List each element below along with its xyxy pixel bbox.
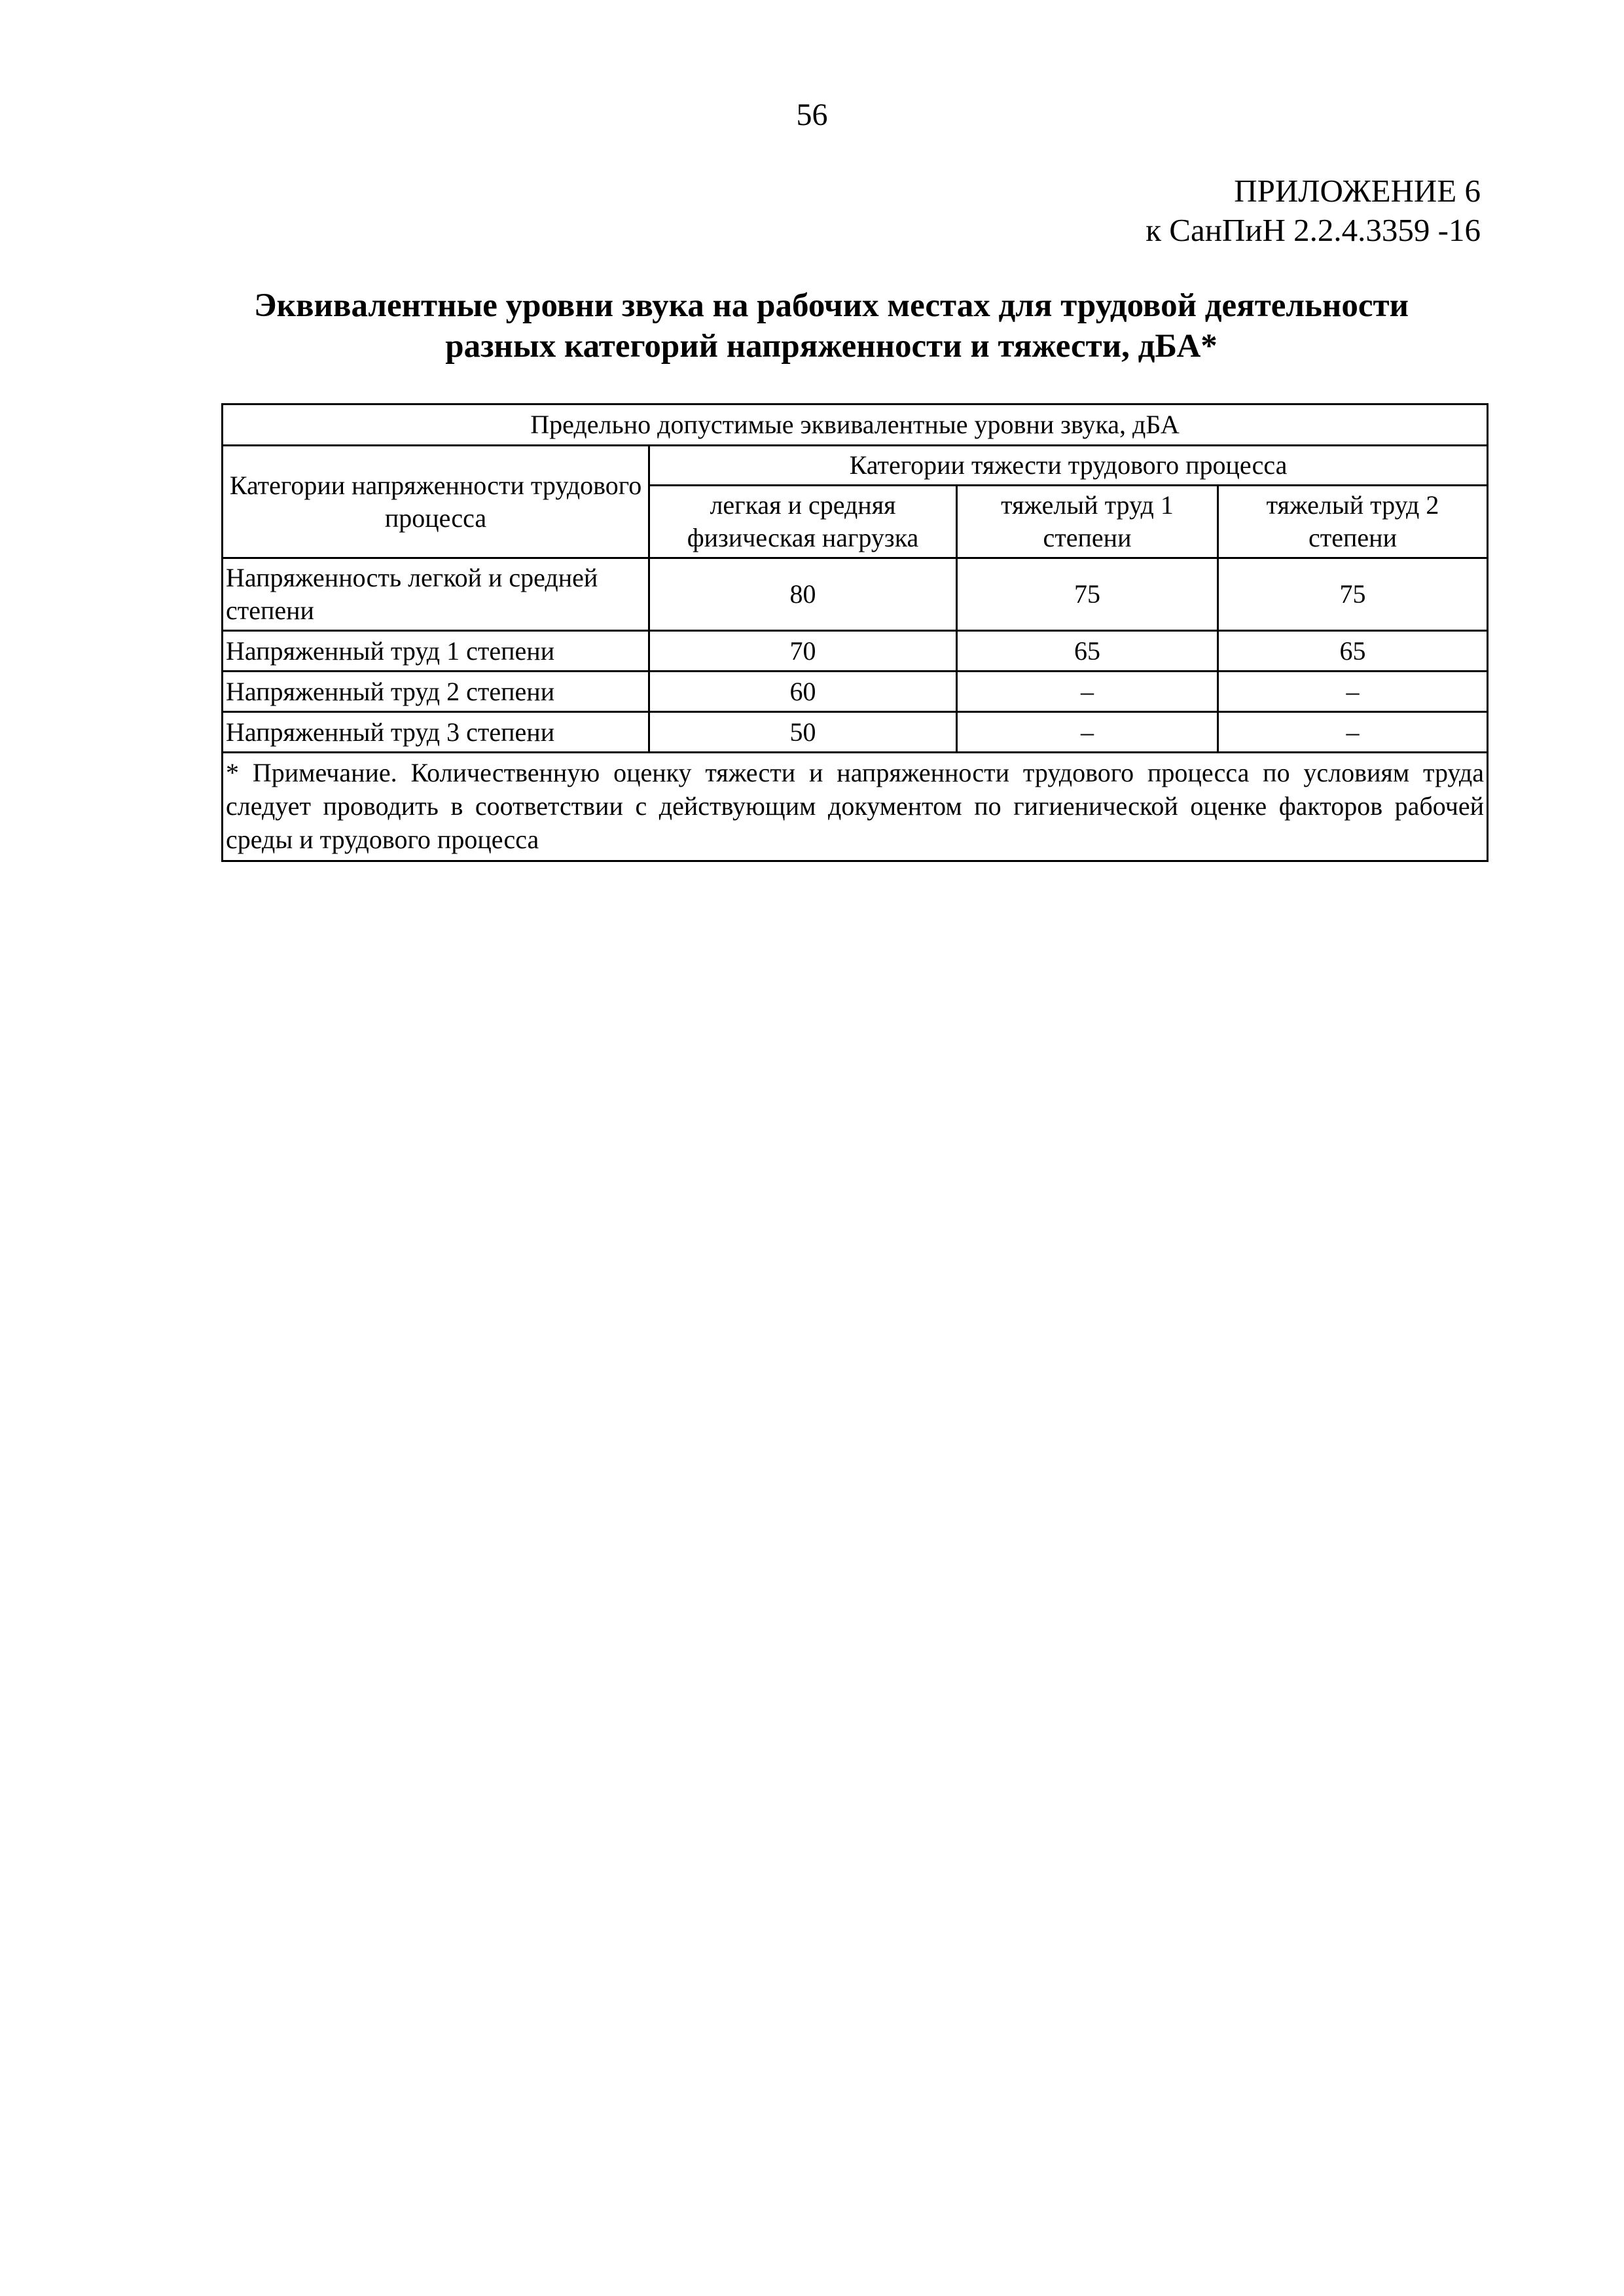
column-header: легкая и средняя физическая нагрузка [649,486,957,558]
row-label: Напряженность легкой и средней степени [223,558,649,631]
appendix-reference [1146,171,1481,250]
document-title-line-1: Эквивалентные уровни звука на рабочих местах для трудовой деятельности [254,287,1409,324]
table-cell: 70 [649,631,957,672]
table-cell: 65 [1218,631,1488,672]
row-label: Напряженный труд 2 степени [223,672,649,712]
document-title [196,285,1466,367]
sound-levels-table [221,403,1489,862]
column-header: тяжелый труд 1 степени [957,486,1218,558]
table-note: * Примечание. Количественную оценку тяжести и напряженности трудового процесса по условиям труда следует проводить в соответствии с действующим документом по гигиенической оценке факторов рабочей среды и трудового процесса [223,753,1488,861]
table-cell: 50 [649,712,957,753]
table-cell: 60 [649,672,957,712]
table-cell: 75 [1218,558,1488,631]
page-number: 56 [796,98,828,132]
table-cell: – [1218,672,1488,712]
table-header-row [223,446,1488,486]
table-note-row [223,753,1488,861]
table-cell: 75 [957,558,1218,631]
table-cell: – [1218,712,1488,753]
table-cell: 80 [649,558,957,631]
row-label: Напряженный труд 3 степени [223,712,649,753]
severity-category-header: Категории тяжести трудового процесса [649,446,1488,486]
table-row [223,558,1488,631]
table-row [223,672,1488,712]
appendix-label: ПРИЛОЖЕНИЕ 6 [1234,173,1481,209]
table-cell: – [957,672,1218,712]
table-row [223,631,1488,672]
appendix-sanpin-reference: к СанПиН 2.2.4.3359 -16 [1146,212,1481,248]
row-label: Напряженный труд 1 степени [223,631,649,672]
tension-category-header: Категории напряженности трудового процесса [223,446,649,558]
table-caption-row [223,404,1488,446]
table-cell: – [957,712,1218,753]
table-caption: Предельно допустимые эквивалентные уровни звука, дБА [223,404,1488,446]
document-title-line-2: разных категорий напряженности и тяжести, дБА* [445,328,1218,365]
table-cell: 65 [957,631,1218,672]
column-header: тяжелый труд 2 степени [1218,486,1488,558]
table-row [223,712,1488,753]
